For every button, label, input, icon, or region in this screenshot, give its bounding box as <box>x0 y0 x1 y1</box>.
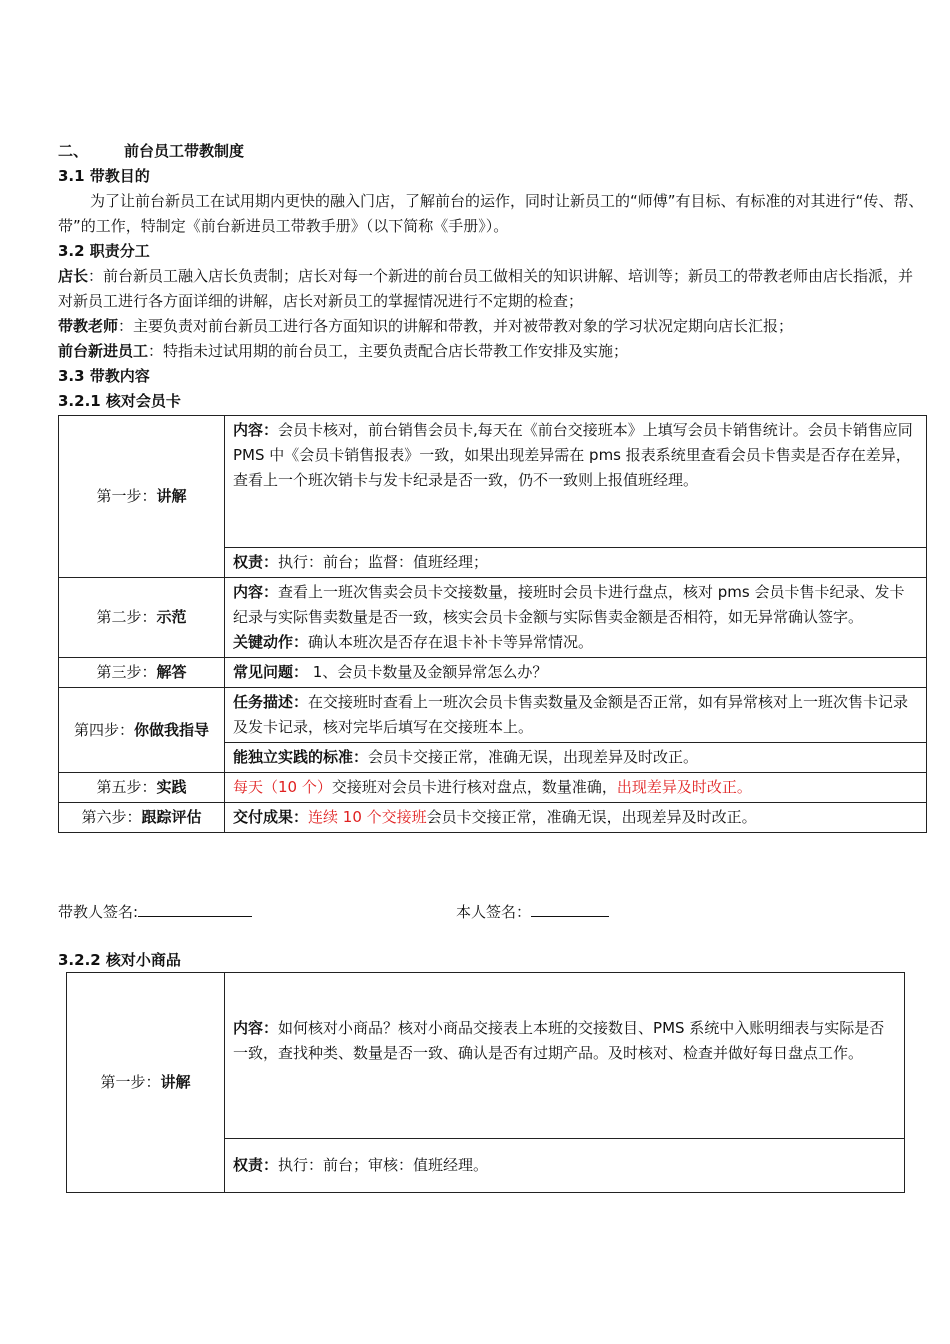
chapter-title: 前台员工带教制度 <box>124 142 245 160</box>
cell-label: 关键动作： <box>233 633 309 651</box>
document-page <box>58 138 928 1174</box>
highlight-text: 每天（10 个） <box>233 778 332 796</box>
duty-item-mentor <box>58 314 928 339</box>
table-row <box>59 688 927 743</box>
step-prefix: 第一步： <box>96 487 157 505</box>
cell-text: 交接班对会员卡进行核对盘点，数量准确， <box>331 778 617 796</box>
cell-text: 执行：前台；审核：值班经理。 <box>278 1156 489 1174</box>
step-cell <box>59 578 225 658</box>
signature-row <box>58 898 928 924</box>
cell-label: 交付成果： <box>233 808 309 826</box>
step-cell <box>59 658 225 688</box>
cell-text: 会员卡核对，前台销售会员卡,每天在《前台交接班本》上填写会员卡销售统计。会员卡销售应同 PMS 中《会员卡销售报表》一致，如果出现差异需在 pms 报表系统里查看会员卡售卖是否存在差异，查看上一个班次销卡与发卡纪录是否一致，仍不一致则上报值班经理。 <box>233 421 913 489</box>
chapter-number: 二、 <box>58 142 89 160</box>
table-row <box>59 416 927 548</box>
cell-text: 如何核对小商品？核对小商品交接表上本班的交接数目、PMS 系统中入账明细表与实际是否一致，查找种类、数量是否一致、确认是否有过期产品。及时核对、检查并做好每日盘点工作。 <box>233 1018 885 1062</box>
small-goods-table-wrap <box>58 972 905 1193</box>
cell-text: 在交接班时查看上一班次会员卡售卖数量及金额是否正常，如有异常核对上一班次售卡记录及发卡记录，核对完毕后填写在交接班本上。 <box>233 693 909 736</box>
step-name: 讲解 <box>160 1073 191 1091</box>
content-cell <box>225 803 927 833</box>
cell-label: 任务描述： <box>233 693 309 711</box>
duty-item-manager <box>58 264 928 314</box>
section-heading-3-2-1: 3.2.1 核对会员卡 <box>58 392 181 410</box>
signature-label: 带教人签名: <box>58 903 139 921</box>
duty-role: 前台新进员工 <box>58 342 149 360</box>
content-cell <box>225 973 905 1139</box>
section-body-3-1: 为了让前台新员工在试用期内更快的融入门店，了解前台的运作，同时让新员工的“师傅”有目标、有标准的对其进行“传、帮、带”的工作，特制定《前台新进员工带教手册》（以下简称《手册》）。 <box>58 192 924 235</box>
content-cell <box>225 773 927 803</box>
highlight-text: 连续 10 个交接班 <box>308 808 427 826</box>
duty-cell <box>225 548 927 578</box>
cell-text: 确认本班次是否存在退卡补卡等异常情况。 <box>308 633 594 651</box>
cell-text: 1、会员卡数量及金额异常怎么办？ <box>308 663 548 681</box>
cell-label: 内容： <box>233 421 279 439</box>
table-row <box>59 658 927 688</box>
table-row <box>59 773 927 803</box>
step-prefix: 第二步： <box>96 608 157 626</box>
duty-role: 带教老师 <box>58 317 119 335</box>
self-signature <box>456 898 609 925</box>
cell-label: 内容： <box>233 1018 279 1037</box>
table-row <box>67 973 905 1139</box>
step-cell <box>59 416 225 578</box>
duty-text: ：特指未过试用期的前台员工，主要负责配合店长带教工作安排及实施； <box>148 342 629 360</box>
cell-text: 会员卡交接正常，准确无误，出现差异及时改正。 <box>368 748 699 766</box>
step-name: 跟踪评估 <box>141 808 202 826</box>
step-prefix: 第三步： <box>96 663 157 681</box>
highlight-text: 出现差异及时改正。 <box>616 778 752 796</box>
cell-label: 权责： <box>233 553 279 571</box>
signature-line[interactable] <box>138 898 252 917</box>
standard-cell <box>225 743 927 773</box>
duty-text: ：主要负责对前台新员工进行各方面知识的讲解和带教，并对被带教对象的学习状况定期向店长汇报； <box>118 317 794 335</box>
cell-label: 权责： <box>233 1156 279 1174</box>
step-name: 讲解 <box>156 487 187 505</box>
step-name: 你做我指导 <box>134 720 210 739</box>
step-prefix: 第一步： <box>100 1073 161 1091</box>
content-cell <box>225 658 927 688</box>
step-cell <box>67 973 225 1193</box>
step-cell <box>59 803 225 833</box>
duty-cell <box>225 1139 905 1193</box>
signature-label: 本人签名： <box>456 903 532 921</box>
step-cell <box>59 773 225 803</box>
step-prefix: 第六步： <box>81 808 142 826</box>
step-prefix: 第五步： <box>96 778 157 796</box>
cell-text: 会员卡交接正常，准确无误，出现差异及时改正。 <box>426 808 757 826</box>
trainer-signature <box>58 898 252 925</box>
cell-text: 查看上一班次售卖会员卡交接数量，接班时会员卡进行盘点，核对 pms 会员卡售卡纪录、发卡纪录与实际售卖数量是否一致，核实会员卡金额与实际售卖金额是否相符，如无异常确认签字。 <box>233 583 905 626</box>
content-cell <box>225 416 927 548</box>
content-cell <box>225 688 927 743</box>
section-heading-3-3: 3.3 带教内容 <box>58 367 150 385</box>
duty-item-new-staff <box>58 339 928 364</box>
step-cell <box>59 688 225 773</box>
signature-line[interactable] <box>531 898 609 917</box>
step-name: 实践 <box>156 778 187 796</box>
duty-text: ：前台新员工融入店长负责制；店长对每一个新进的前台员工做相关的知识讲解、培训等；新员工的带教老师由店长指派，并对新员工进行各方面详细的讲解，店长对新员工的掌握情况进行不定期的检查； <box>58 267 914 310</box>
step-name: 示范 <box>156 608 187 626</box>
duty-role: 店长 <box>58 267 89 285</box>
table-row <box>59 578 927 658</box>
chapter-heading <box>58 138 928 164</box>
section-heading-3-1: 3.1 带教目的 <box>58 167 150 185</box>
cell-text: 执行：前台；监督：值班经理； <box>278 553 489 571</box>
section-heading-3-2-2: 3.2.2 核对小商品 <box>58 951 181 969</box>
cell-label: 能独立实践的标准： <box>233 748 369 766</box>
section-heading-3-2: 3.2 职责分工 <box>58 242 150 260</box>
cell-label: 内容： <box>233 583 279 601</box>
step-name: 解答 <box>156 663 187 681</box>
step-prefix: 第四步： <box>73 720 134 739</box>
small-goods-table <box>66 972 905 1193</box>
cell-label: 常见问题： <box>233 663 309 681</box>
table-row <box>59 803 927 833</box>
membership-card-table <box>58 415 927 833</box>
content-cell <box>225 578 927 658</box>
